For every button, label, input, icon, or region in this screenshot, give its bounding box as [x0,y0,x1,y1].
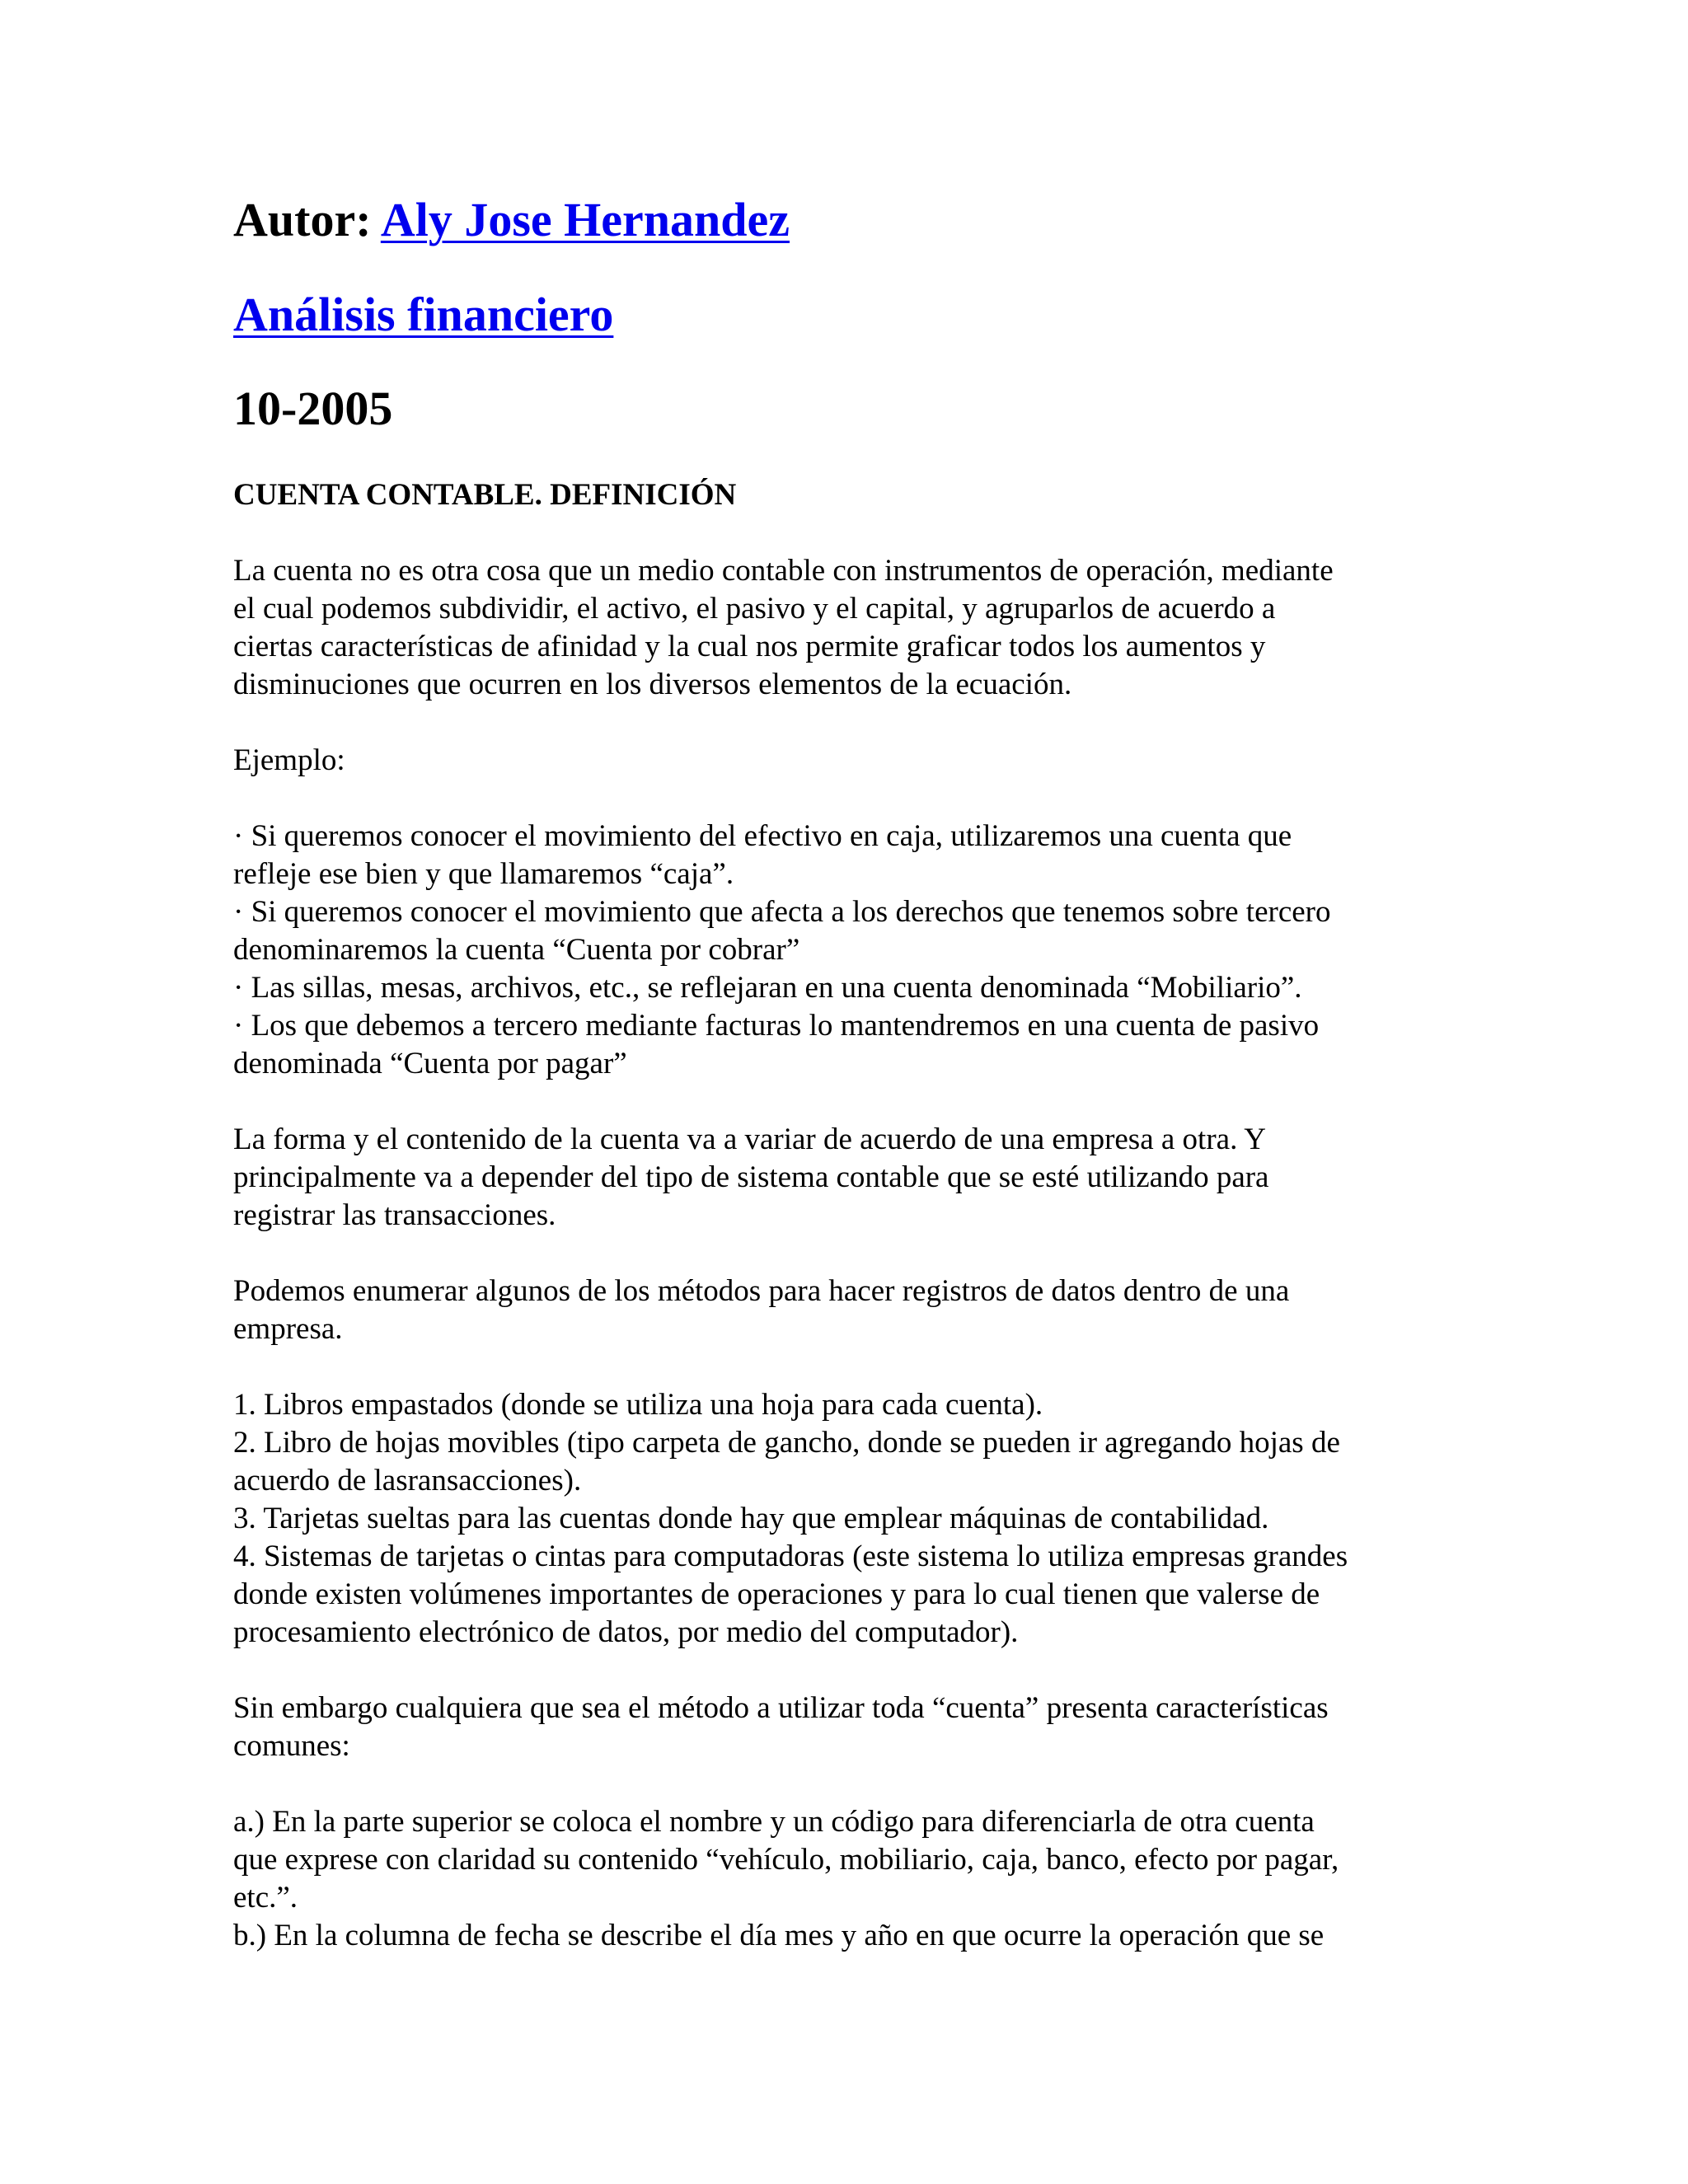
list-item: denominaremos la cuenta “Cuenta por cobrar” [233,933,800,968]
paragraph-gap [233,1652,1453,1690]
paragraph-gap [233,1083,1453,1121]
date-heading: 10-2005 [233,382,393,436]
list-item: que exprese con claridad su contenido “vehículo, mobiliario, caja, banco, efecto por pagar, [233,1843,1339,1877]
text-line: principalmente va a depender del tipo de sistema contable que se esté utilizando para [233,1160,1269,1195]
list-item: a.) En la parte superior se coloca el nombre y un código para diferenciarla de otra cuenta [233,1805,1315,1840]
paragraph-gap [233,780,1453,818]
topic-link[interactable]: Análisis financiero [233,287,614,341]
text-line: La cuenta no es otra cosa que un medio contable con instrumentos de operación, mediante [233,554,1334,588]
text-line: ciertas características de afinidad y la cual nos permite graficar todos los aumentos y [233,630,1266,664]
list-item: · Las sillas, mesas, archivos, etc., se reflejaran en una cuenta denominada “Mobiliario”. [233,971,1302,1005]
common-intro-paragraph [233,1690,1453,1765]
text-line: el cual podemos subdividir, el activo, el pasivo y el capital, y agruparlos de acuerdo a [233,592,1276,626]
text-line: Sin embargo cualquiera que sea el método a utilizar toda “cuenta” presenta características [233,1691,1329,1726]
list-item: refleje ese bien y que llamaremos “caja”. [233,857,734,892]
paragraph-gap [233,1765,1453,1803]
text-line: La forma y el contenido de la cuenta va a variar de acuerdo de una empresa a otra. Y [233,1122,1266,1157]
author-heading [233,191,1453,249]
text-line: registrar las transacciones. [233,1198,556,1233]
paragraph-gap [233,704,1453,742]
author-link[interactable]: Aly Jose Hernandez [380,193,790,246]
methods-intro-paragraph [233,1272,1453,1348]
author-label: Autor: [233,193,372,246]
paragraph-gap [233,1235,1453,1272]
example-label [233,742,1453,780]
list-item: acuerdo de lasransacciones). [233,1464,582,1498]
list-item: donde existen volúmenes importantes de operaciones y para lo cual tienen que valerse de [233,1577,1320,1612]
list-item: 3. Tarjetas sueltas para las cuentas donde hay que emplear máquinas de contabilidad. [233,1502,1269,1536]
intro-paragraph [233,552,1453,704]
list-item: procesamiento electrónico de datos, por medio del computador). [233,1615,1019,1650]
text-line: comunes: [233,1729,350,1764]
list-item: denominada “Cuenta por pagar” [233,1047,627,1081]
text-line: Ejemplo: [233,743,345,778]
topic-heading [233,286,1453,344]
text-line: disminuciones que ocurren en los diversos elementos de la ecuación. [233,668,1072,702]
list-item: · Los que debemos a tercero mediante facturas lo mantendremos en una cuenta de pasivo [233,1009,1320,1043]
common-list [233,1803,1453,1955]
list-item: · Si queremos conocer el movimiento del efectivo en caja, utilizaremos una cuenta que [233,819,1292,854]
section-title: CUENTA CONTABLE. DEFINICIÓN [233,477,737,512]
list-item: · Si queremos conocer el movimiento que afecta a los derechos que tenemos sobre tercero [233,895,1331,930]
paragraph-gap [233,1348,1453,1386]
list-item: 4. Sistemas de tarjetas o cintas para computadoras (este sistema lo utiliza empresas grandes [233,1540,1348,1574]
document-page [233,191,1453,1955]
form-paragraph [233,1121,1453,1235]
list-item: 1. Libros empastados (donde se utiliza una hoja para cada cuenta). [233,1388,1043,1422]
methods-list [233,1386,1453,1652]
list-item: etc.”. [233,1881,298,1915]
text-line: Podemos enumerar algunos de los métodos para hacer registros de datos dentro de una [233,1274,1290,1309]
text-line: empresa. [233,1312,343,1347]
list-item: 2. Libro de hojas movibles (tipo carpeta de gancho, donde se pueden ir agregando hojas de [233,1426,1340,1460]
list-item: b.) En la columna de fecha se describe el día mes y año en que ocurre la operación que se [233,1919,1325,1953]
example-list [233,818,1453,1083]
